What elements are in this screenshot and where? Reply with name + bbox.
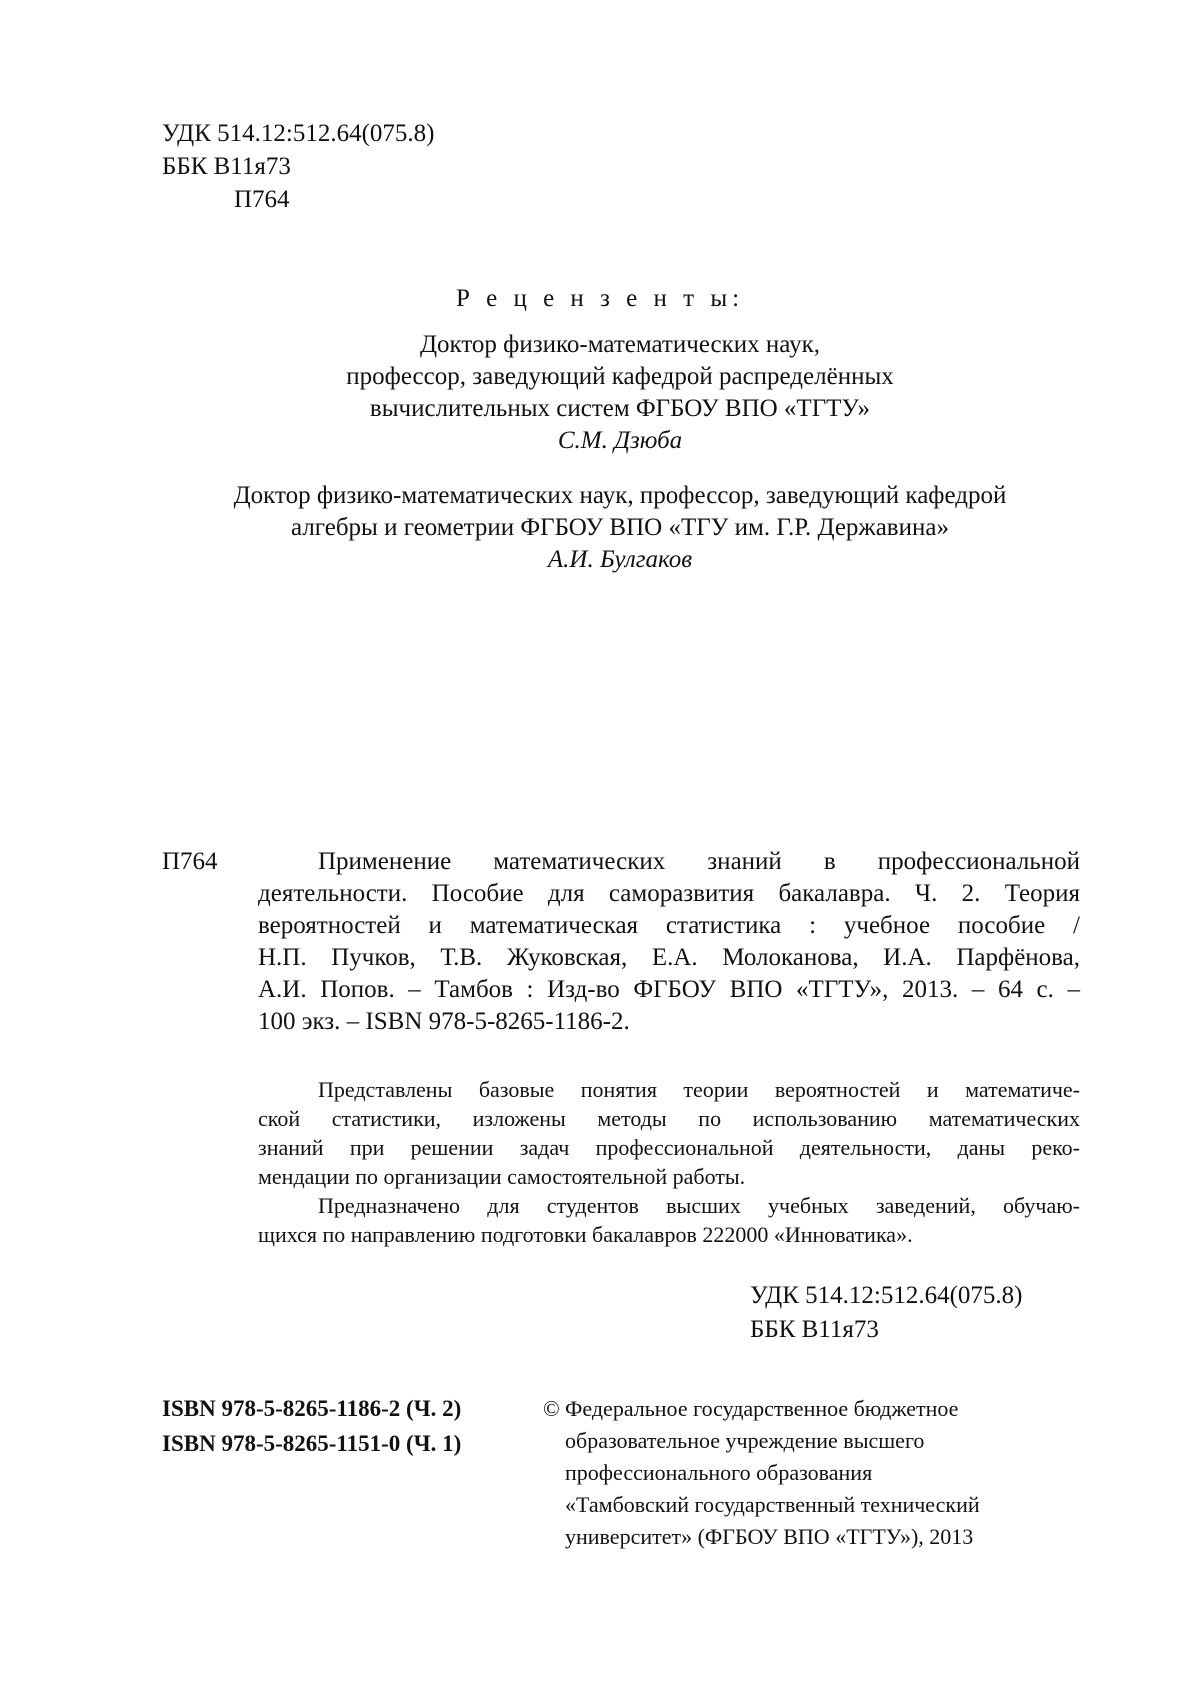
isbn-part-1: ISBN 978-5-8265-1151-0 (Ч. 1) <box>162 1431 462 1456</box>
reviewer-1 <box>0 329 1200 457</box>
bbk-code: ББК В11я73 <box>162 153 291 180</box>
annotation-line: Предназначено для студентов высших учебных заведений, обучаю- <box>318 1193 1080 1218</box>
annotation <box>258 1075 1080 1249</box>
copyright-notice <box>543 1393 980 1553</box>
reviewer-name: А.И. Булгаков <box>547 546 693 573</box>
biblio-line: Применение математических знаний в профессиональной <box>318 848 1080 875</box>
biblio-line: Н.П. Пучков, Т.В. Жуковская, Е.А. Молоканова, И.А. Парфёнова, <box>258 944 1080 971</box>
copyright-icon: © <box>543 1396 560 1421</box>
bibliographic-record <box>258 846 1080 1038</box>
reviewer-line: алгебры и геометрии ФГБОУ ВПО «ТГУ им. Г.Р. Державина» <box>291 514 949 541</box>
copyright-line: «Тамбовский государственный технический <box>565 1492 980 1517</box>
classification-codes-bottom <box>750 1280 1023 1348</box>
reviewers-heading: Р е ц е н з е н т ы: <box>455 285 745 312</box>
isbn-block <box>162 1393 461 1463</box>
reviewer-name: С.М. Дзюба <box>557 427 683 454</box>
annotation-line: щихся по направлению подготовки бакалавров 222000 «Инноватика». <box>258 1222 913 1247</box>
annotation-line: знаний при решении задач профессиональной деятельности, даны реко- <box>258 1135 1080 1160</box>
udk-code: УДК 514.12:512.64(075.8) <box>750 1282 1023 1309</box>
isbn-part-2: ISBN 978-5-8265-1186-2 (Ч. 2) <box>162 1396 462 1421</box>
reviewer-line: вычислительных систем ФГБОУ ВПО «ТГТУ» <box>369 395 871 422</box>
annotation-line: мендации по организации самостоятельной работы. <box>258 1164 746 1189</box>
biblio-line: А.И. Попов. – Тамбов : Изд-во ФГБОУ ВПО «ТГТУ», 2013. – 64 с. – <box>258 976 1080 1003</box>
copyright-line: образовательное учреждение высшего <box>565 1428 925 1453</box>
annotation-line: ской статистики, изложены методы по использованию математических <box>258 1106 1080 1131</box>
reviewer-line: профессор, заведующий кафедрой распределённых <box>346 363 894 390</box>
annotation-line: Представлены базовые понятия теории вероятностей и математиче- <box>318 1077 1080 1102</box>
udk-code: УДК 514.12:512.64(075.8) <box>162 120 435 147</box>
biblio-line: 100 экз. – ISBN 978-5-8265-1186-2. <box>258 1008 630 1035</box>
biblio-line: деятельности. Пособие для саморазвития бакалавра. Ч. 2. Теория <box>258 880 1080 907</box>
bbk-code: ББК В11я73 <box>750 1316 879 1343</box>
copyright-line: профессионального образования <box>565 1460 873 1485</box>
copyright-line: Федеральное государственное бюджетное <box>565 1396 959 1421</box>
author-mark: П764 <box>234 186 290 213</box>
copyright-line: университет» (ФГБОУ ВПО «ТГТУ»), 2013 <box>565 1524 974 1549</box>
reviewer-line: Доктор физико-математических наук, профессор, заведующий кафедрой <box>233 482 1007 509</box>
reviewer-2 <box>0 480 1200 576</box>
classification-codes-top <box>162 118 435 217</box>
catalog-author-mark: П764 <box>162 848 218 875</box>
reviewer-line: Доктор физико-математических наук, <box>419 331 821 358</box>
biblio-line: вероятностей и математическая статистика : учебное пособие / <box>258 912 1080 939</box>
